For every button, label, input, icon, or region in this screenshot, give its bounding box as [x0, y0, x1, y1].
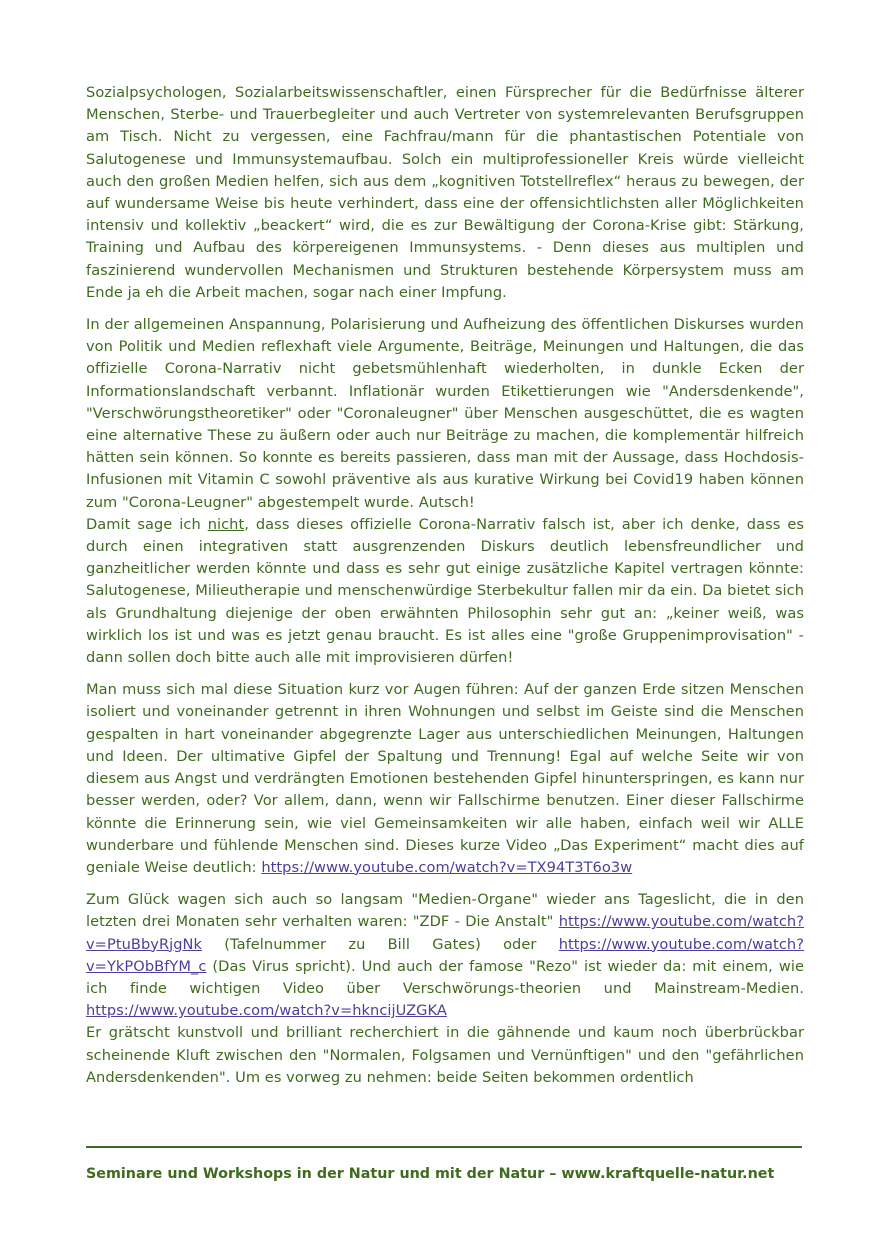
paragraph-4	[86, 679, 804, 879]
paragraph-5-text-a: Zum Glück wagen sich auch so langsam "Medien-Organe" wieder ans Tageslicht, die in den letzten drei Monaten sehr verhalten waren: "ZDF - Die Anstalt"	[86, 891, 804, 931]
paragraph-1: Sozialpsychologen, Sozialarbeitswissenschaftler, einen Fürsprecher für die Bedürfnisse älterer Menschen, Sterbe- und Trauerbegleiter und auch Vertreter von systemrelevanten Berufsgruppen am Tisch. Nicht zu vergessen, eine Fachfrau/mann für die phantastischen Potentiale von Salutogenese und Immunsystemaufbau. Solch ein multiprofessioneller Kreis würde vielleicht auch den großen Medien helfen, sich aus dem „kognitiven Totstellreflex“ heraus zu bewegen, der auf wundersame Weise bis heute verhindert, dass eine der offensichtlichsten aller Möglichkeiten intensiv und kollektiv „beackert“ wird, die es zur Bewältigung der Corona-Krise gibt: Stärkung, Training und Aufbau des körpereigenen Immunsystems. - Denn dieses aus multiplen und faszinierend wundervollen Mechanismen und Strukturen bestehende Körpersystem muss am Ende ja eh die Arbeit machen, sogar nach einer Impfung.	[86, 84, 804, 301]
document-body	[86, 82, 804, 1099]
paragraph-2: In der allgemeinen Anspannung, Polarisierung und Aufheizung des öffentlichen Diskurses wurden von Politik und Medien reflexhaft viele Argumente, Beiträge, Meinungen und Haltungen, die das offizielle Corona-Narrativ nicht gebetsmühlenhaft wiederholten, in dunkle Ecken der Informationslandschaft verbannt. Inflationär wurden Etikettierungen wie "Andersdenkende", "Verschwörungstheoretiker" oder "Coronaleugner" über Menschen ausgeschüttet, die es wagten eine alternative These zu äußern oder auch nur Beiträge zu machen, die komplementär hilfreich hätten sein können. So konnte es bereits passieren, dass man mit der Aussage, dass Hochdosis-Infusionen mit Vitamin C sowohl präventive als aus kurative Wirkung bei Covid19 haben können zum "Corona-Leugner" abgestempelt wurde. Autsch!	[86, 316, 804, 511]
footer-divider	[86, 1146, 802, 1148]
paragraph-3-text-b: , dass dieses offizielle Corona-Narrativ falsch ist, aber ich denke, dass es durch einen integrativen statt ausgrenzenden Diskurs deutlich lebensfreundlicher und ganzheitlicher werden könnte und dass es sehr gut einige zusätzliche Kapitel vertragen könnte: Salutogenese, Milieutherapie und menschenwürdige Sterbekultur fallen mir da ein. Da bietet sich als Grundhaltung diejenige der oben erwähnten Philosophin sehr gut an: „keiner weiß, was wirklich los ist und was es jetzt genau braucht. Es ist alles eine "große Gruppenimprovisation" - dann sollen doch bitte auch alle mit improvisieren dürfen!	[86, 515, 805, 667]
paragraph-3-text-a: Damit sage ich	[86, 515, 208, 533]
paragraph-3	[86, 514, 804, 669]
emphasis-nicht: nicht	[207, 515, 245, 533]
video-link-virus[interactable]: https://www.youtube.com/watch?v=YkPObBfYM_c	[86, 935, 804, 975]
paragraph-4-text: Man muss sich mal diese Situation kurz vor Augen führen: Auf der ganzen Erde sitzen Menschen isoliert und voneinander getrennt in ihren Wohnungen und selbst im Geiste sind die Menschen gespalten in hart voneinander abgegrenzte Lager aus unterschiedlichen Meinungen, Haltungen und Ideen. Der ultimative Gipfel der Spaltung und Trennung! Egal auf welche Seite wir von diesem aus Angst und verdrängten Emotionen bestehenden Gipfel hinunterspringen, es kann nur besser werden, oder? Vor allem, dann, wenn wir Fallschirme benutzen. Einer dieser Fallschirme könnte die Erinnerung sein, wie viel Gemeinsamkeiten wir alle haben, einfach weil wir ALLE wunderbare und fühlende Menschen sind. Dieses kurze Video „Das Experiment“ macht dies auf geniale Weise deutlich:	[86, 681, 804, 876]
paragraph-5-text-b: (Tafelnummer zu Bill Gates) oder	[202, 935, 559, 953]
paragraph-5	[86, 889, 804, 1022]
paragraph-5-text-c: (Das Virus spricht). Und auch der famose "Rezo" ist wieder da: mit einem, wie ich finde wichtigen Video über Verschwörungs-theorien und Mainstream-Medien.	[86, 957, 804, 997]
footer-text: Seminare und Workshops in der Natur und mit der Natur – www.kraftquelle-natur.net	[86, 1166, 775, 1182]
paragraph-6: Er grätscht kunstvoll und brilliant recherchiert in die gähnende und kaum noch überbrückbar scheinende Kluft zwischen den "Normalen, Folgsamen und Vernünftigen" und den "gefährlichen Andersdenkenden". Um es vorweg zu nehmen: beide Seiten bekommen ordentlich	[86, 1024, 804, 1086]
video-link-anstalt[interactable]: https://www.youtube.com/watch?v=PtuBbyRjgNk	[86, 913, 804, 953]
video-link-rezo[interactable]: https://www.youtube.com/watch?v=hkncijUZGKA	[86, 1002, 447, 1020]
video-link-experiment[interactable]: https://www.youtube.com/watch?v=TX94T3T6o3w	[261, 858, 633, 876]
